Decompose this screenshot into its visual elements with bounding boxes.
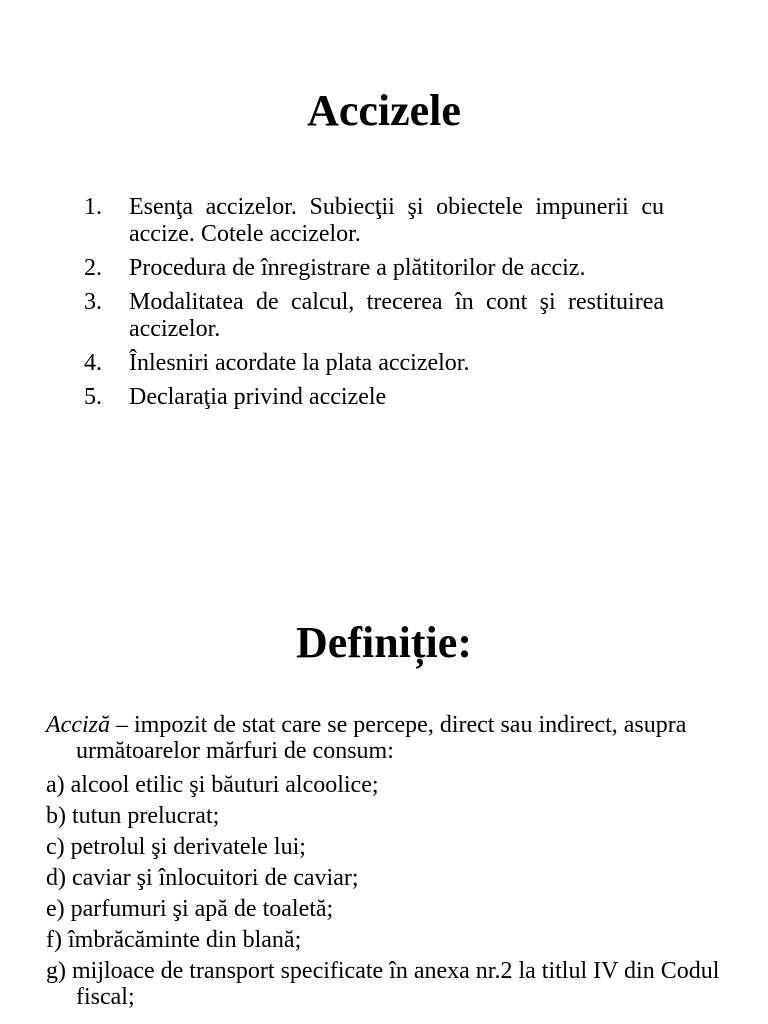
item-number: 3. <box>84 289 102 315</box>
list-item: a) alcool etilic şi băuturi alcoolice; <box>46 772 379 798</box>
item-text: Esenţa accizelor. Subiecţii şi obiectele impunerii cu accize. Cotele accizelor. <box>129 194 664 247</box>
definition-text <box>46 712 746 764</box>
list-item <box>84 194 664 248</box>
list-item: g) mijloace de transport specificate în anexa nr.2 la titlul IV din Codul fiscal; <box>46 958 720 1010</box>
list-item: f) îmbrăcăminte din blană; <box>46 927 302 953</box>
item-number: 2. <box>84 255 102 281</box>
list-item <box>84 255 664 282</box>
definition-body: – impozit de stat care se percepe, direct sau indirect, asupra următoarelor mărfuri de consum: <box>76 712 687 764</box>
item-number: 4. <box>84 350 102 376</box>
list-item: d) caviar şi înlocuitori de caviar; <box>46 865 359 891</box>
item-number: 1. <box>84 194 102 220</box>
list-item <box>84 350 664 377</box>
item-number: 5. <box>84 384 102 410</box>
list-item <box>84 289 664 343</box>
item-text: Declaraţia privind accizele <box>129 384 387 410</box>
goods-list <box>46 772 746 1010</box>
definition-block <box>46 712 746 1015</box>
item-text: Înlesniri acordate la plata accizelor. <box>129 350 470 376</box>
list-item: b) tutun prelucrat; <box>46 803 220 829</box>
item-text: Procedura de înregistrare a plătitorilor de acciz. <box>129 255 586 281</box>
list-item: e) parfumuri şi apă de toaletă; <box>46 896 334 922</box>
list-item: c) petrolul şi derivatele lui; <box>46 834 306 860</box>
slide-definitie <box>0 540 768 1024</box>
defined-term: Acciză <box>46 712 110 738</box>
slide-title: Accizele <box>307 86 461 135</box>
slide-title: Definiție: <box>296 618 472 667</box>
topics-list <box>84 194 664 418</box>
list-item <box>84 384 664 411</box>
item-text: Modalitatea de calcul, trecerea în cont şi restituirea accizelor. <box>129 289 664 342</box>
